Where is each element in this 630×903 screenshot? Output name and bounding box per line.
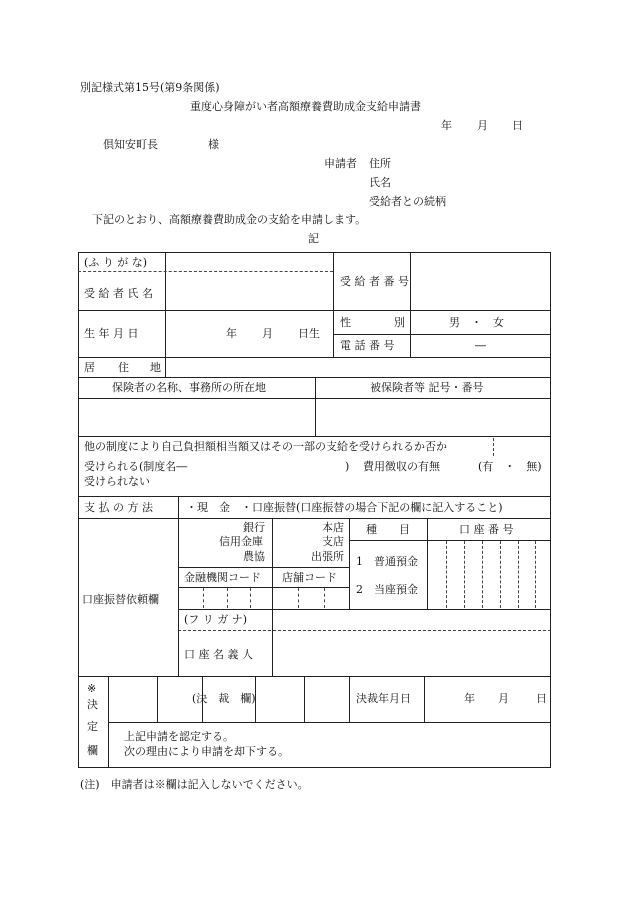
applicant-relation-label: 受給者との続柄 [369, 195, 446, 208]
ki-marker: 記 [308, 232, 319, 245]
addressee-honorific: 様 [208, 138, 219, 151]
phone-dash: ― [475, 339, 486, 352]
applicant-label: 申請者 [324, 157, 357, 170]
transfer-request-label: 口座振替依頼欄 [82, 593, 159, 606]
fee-collection-label: 費用徴収の有無 [363, 460, 440, 473]
reject-text: 次の理由により申請を却下する。 [124, 745, 289, 758]
birthdate-year: 年 [226, 327, 237, 340]
sub-branch-label: 出張所 [311, 550, 344, 563]
date-month: 月 [477, 119, 488, 132]
ordinary-deposit-option: 1 普通預金 [356, 555, 418, 568]
recipient-name-label: 受 給 者 氏 名 [84, 287, 153, 300]
document-title: 重度心身障がい者高額療養費助成金支給申請書 [190, 100, 421, 113]
applicant-name-label: 氏名 [369, 176, 391, 189]
application-statement: 下記のとおり、高額療養費助成金の支給を申請します。 [92, 213, 367, 226]
furigana-katakana-label: (フ リ ガ ナ) [184, 613, 248, 626]
decision-char-2: 定 [87, 720, 98, 733]
not-receivable-option: 受けられない [84, 475, 150, 488]
date-day: 日 [512, 119, 523, 132]
footnote: (注) 申請者は※欄は記入しないでください。 [80, 778, 309, 791]
current-deposit-option: 2 当座預金 [356, 583, 418, 596]
head-office-label: 本店 [322, 521, 344, 534]
account-number-header: 口 座 番 号 [459, 523, 514, 536]
birthdate-day: 日生 [298, 327, 320, 340]
account-holder-label: 口 座 名 義 人 [184, 648, 253, 661]
insurer-header: 保険者の名称、事務所の所在地 [112, 381, 266, 394]
addressee: 倶知安町長 [103, 138, 158, 151]
form-number: 別記様式第15号(第9条関係) [80, 81, 220, 94]
other-system-question: 他の制度により自己負担額相当額又はその一部の支給を受けられるか否か [84, 440, 447, 453]
approval-column-label: (決 裁 欄) [192, 692, 256, 705]
credit-union-label: 信用金庫 [219, 535, 263, 548]
receivable-close: ) [345, 460, 350, 473]
payment-method-label: 支 払 の 方 法 [84, 501, 153, 514]
insured-number-header: 被保険者等 記号・番号 [370, 381, 484, 394]
birthdate-month: 月 [262, 327, 273, 340]
decision-month: 月 [498, 692, 509, 705]
branch-label: 支店 [322, 535, 344, 548]
branch-code-label: 店舗コード [282, 571, 337, 584]
furigana-label: (ふ り が な) [84, 256, 148, 269]
receivable-option: 受けられる(制度名― [84, 460, 188, 473]
sex-options: 男 ・ 女 [449, 316, 504, 329]
birthdate-label: 生 年 月 日 [84, 327, 139, 340]
decision-char-1: 決 [87, 698, 98, 711]
decision-char-3: 欄 [87, 744, 98, 757]
bank-code-label: 金融機関コード [184, 571, 261, 584]
sex-label-2: 別 [394, 316, 405, 329]
decision-year: 年 [464, 692, 475, 705]
residence-label: 居 [84, 361, 95, 374]
recipient-number-label: 受 給 者 番 号 [340, 275, 409, 288]
agri-coop-label: 農協 [243, 550, 265, 563]
account-type-header: 種 目 [366, 523, 410, 536]
decision-day: 日 [536, 692, 547, 705]
approve-text: 上記申請を認定する。 [124, 730, 234, 743]
payment-method-options: ・現 金 ・口座振替(口座振替の場合下記の欄に記入すること) [186, 501, 503, 514]
residence-label-3: 地 [150, 361, 161, 374]
date-year: 年 [441, 119, 452, 132]
sex-label: 性 [340, 316, 351, 329]
decision-date-label: 決裁年月日 [356, 692, 411, 705]
residence-label-2: 住 [118, 361, 129, 374]
bank-label: 銀行 [243, 521, 265, 534]
fee-collection-options: (有 ・ 無) [478, 460, 542, 473]
applicant-address-label: 住所 [369, 157, 391, 170]
decision-mark: ※ [87, 682, 97, 695]
phone-label: 電 話 番 号 [340, 339, 395, 352]
